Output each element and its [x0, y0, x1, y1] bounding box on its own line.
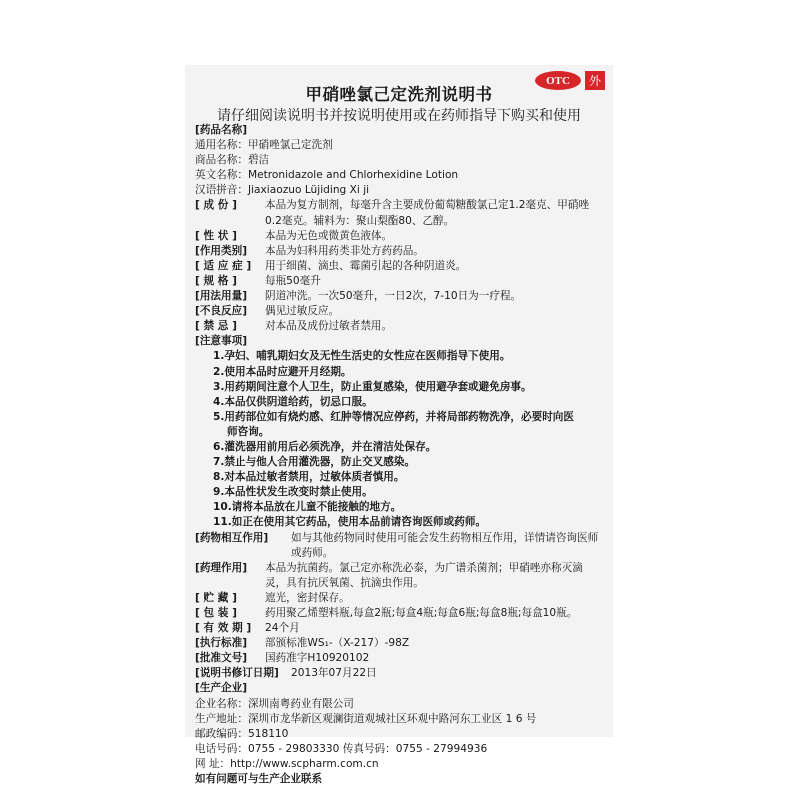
usage-text: 阴道冲洗。一次50毫升，一日2次，7-10日为一疗程。 [265, 290, 522, 303]
english-name: 英文名称：Metronidazole and Chlorhexidine Lotion [195, 169, 459, 182]
pinyin-name: 汉语拼音：Jiaxiaozuo Lüjiding Xi ji [195, 184, 370, 197]
precaution-item: 11.如正在使用其它药品，使用本品前请咨询医师或药师。 [213, 516, 487, 529]
properties-label: [ 性 状 ] [195, 229, 237, 242]
revision-text: 2013年07月22日 [291, 667, 377, 680]
category-section [195, 244, 603, 259]
pharmacology-label: [药理作用] [195, 561, 248, 574]
contraindications-section [195, 319, 603, 334]
manufacturer-name: 企业名称：深圳南粤药业有限公司 [195, 697, 354, 710]
approval-label: [批准文号] [195, 652, 248, 665]
manufacturer-header: [生产企业] [195, 682, 248, 695]
approval-text: 国药准字H10920102 [265, 652, 370, 665]
manufacturer-website: 网 址：http://www.scpharm.com.cn [195, 757, 379, 770]
validity-label: [ 有 效 期 ] [195, 622, 252, 635]
leaflet-sheet [185, 65, 613, 786]
precautions-header: [注意事项] [195, 335, 248, 348]
adverse-label: [不良反应] [195, 305, 248, 318]
interactions-text: 如与其他药物同时使用可能会发生药物相互作用，详情请咨询医师或药师。 [291, 531, 599, 559]
external-use-badge: 外 [585, 71, 605, 90]
specification-section [195, 274, 603, 289]
specification-label: [ 规 格 ] [195, 274, 237, 287]
contraindications-label: [ 禁 忌 ] [195, 320, 237, 333]
storage-section [195, 591, 603, 606]
standard-text: 部颁标准WS₁-（X-217）-98Z [265, 637, 410, 650]
pharmacology-section [195, 561, 603, 591]
composition-section [195, 198, 603, 228]
contraindications-text: 对本品及成份过敏者禁用。 [265, 320, 393, 333]
storage-text: 遮光，密封保存。 [265, 591, 350, 604]
manufacturer-postcode: 邮政编码：518110 [195, 727, 289, 740]
page-title: 甲硝唑氯己定洗剂说明书 [305, 85, 493, 104]
standard-label: [执行标准] [195, 637, 248, 650]
precaution-item: 2.使用本品时应避开月经期。 [213, 365, 352, 378]
category-text: 本品为妇科用药类非处方药药品。 [265, 244, 424, 257]
usage-label: [用法用量] [195, 290, 248, 303]
precaution-item: 8.对本品过敏者禁用，过敏体质者慎用。 [213, 471, 405, 484]
indications-text: 用于细菌、滴虫、霉菌引起的各种阴道炎。 [265, 259, 467, 272]
revision-label: [说明书修订日期] [195, 667, 279, 680]
interactions-section [195, 531, 603, 561]
precaution-item: 6.灌洗器用前用后必须洗净，并在清洁处保存。 [213, 440, 437, 453]
packaging-text: 药用聚乙烯塑料瓶,每盒2瓶;每盒4瓶;每盒6瓶;每盒8瓶;每盒10瓶。 [265, 607, 578, 619]
precaution-item: 3.用药期间注意个人卫生，防止重复感染，使用避孕套或避免房事。 [213, 380, 532, 393]
interactions-label: [药物相互作用] [195, 531, 269, 544]
precaution-item-continuation: 师咨询。 [227, 425, 270, 438]
category-label: [作用类别] [195, 244, 248, 257]
pharmacology-text: 本品为抗菌药。氯己定亦称洗必泰，为广谱杀菌剂；甲硝唑亦称灭滴灵，具有抗厌氧菌、抗滴虫作用。 [265, 561, 583, 589]
validity-section [195, 621, 603, 636]
usage-warning: 请仔细阅读说明书并按说明使用或在药师指导下购买和使用 [217, 108, 581, 124]
validity-text: 24个月 [265, 622, 300, 635]
approval-section [195, 651, 603, 666]
storage-label: [ 贮 藏 ] [195, 591, 237, 604]
properties-section [195, 229, 603, 244]
adverse-section [195, 304, 603, 319]
trade-name: 商品名称：碧洁 [195, 154, 270, 167]
packaging-section [195, 606, 603, 621]
indications-section [195, 259, 603, 274]
manufacturer-address: 生产地址：深圳市龙华新区观澜街道观城社区环观中路河东工业区 1 6 号 [195, 712, 537, 725]
adverse-text: 偶见过敏反应。 [265, 305, 340, 318]
precaution-item: 5.用药部位如有烧灼感、红肿等情况应停药，并将局部药物洗净，必要时向医 [213, 410, 574, 423]
properties-text: 本品为无色或微黄色液体。 [265, 229, 393, 242]
precaution-item: 10.请将本品放在儿童不能接触的地方。 [213, 501, 402, 514]
precaution-item: 7.禁止与他人合用灌洗器，防止交叉感染。 [213, 456, 416, 469]
generic-name: 通用名称：甲硝唑氯己定洗剂 [195, 139, 333, 152]
leaflet-body [195, 123, 603, 787]
otc-badge: OTC [535, 71, 581, 90]
drug-name-header: [药品名称] [195, 124, 248, 136]
manufacturer-phone-fax: 电话号码：0755 - 29803330 传真号码：0755 - 27994936 [195, 742, 488, 755]
precaution-item: 1.孕妇、哺乳期妇女及无性生活史的女性应在医师指导下使用。 [213, 350, 511, 363]
standard-section [195, 636, 603, 651]
packaging-label: [ 包 装 ] [195, 607, 237, 619]
composition-text: 本品为复方制剂，每毫升含主要成份葡萄糖酸氯己定1.2毫克、甲硝唑0.2毫克。辅料为：聚山梨酯80、乙醇。 [265, 199, 590, 227]
precaution-item: 9.本品性状发生改变时禁止使用。 [213, 486, 373, 499]
precaution-item: 4.本品仅供阴道给药，切忌口服。 [213, 395, 373, 408]
revision-section [195, 666, 603, 681]
indications-label: [ 适 应 症 ] [195, 259, 252, 272]
contact-footer: 如有问题可与生产企业联系 [195, 773, 323, 786]
specification-text: 每瓶50毫升 [265, 274, 321, 287]
usage-section [195, 289, 603, 304]
composition-label: [ 成 份 ] [195, 199, 237, 212]
